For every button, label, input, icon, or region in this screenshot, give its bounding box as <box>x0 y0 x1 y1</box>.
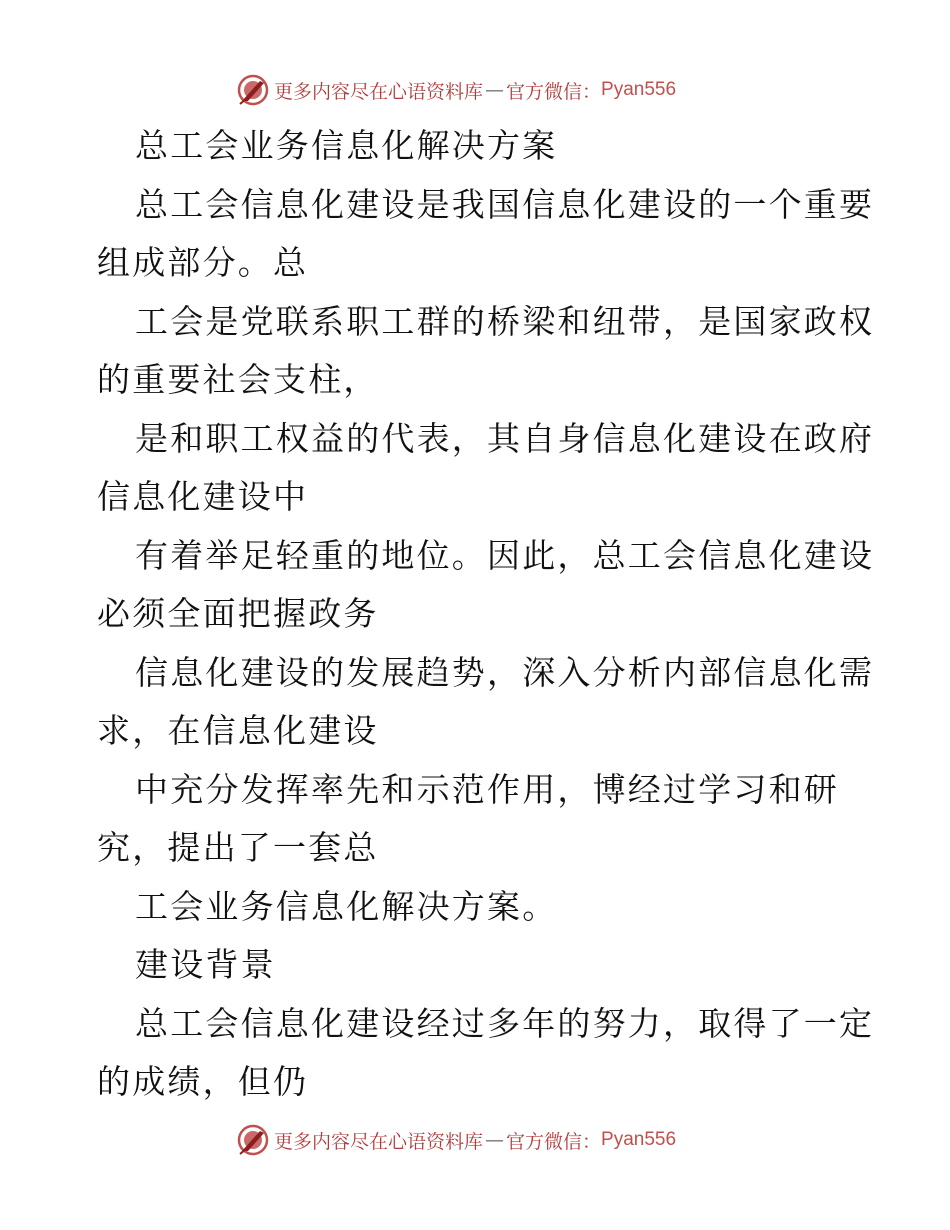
text-line: 信息化建设中 <box>97 477 309 516</box>
document-title: 总工会业务信息化解决方案 <box>135 126 558 165</box>
header-watermark <box>236 73 676 107</box>
text-line: 究，提出了一套总 <box>97 828 379 867</box>
watermark-text: 更多内容尽在心语资料库 <box>274 1130 484 1153</box>
text-line: 总工会信息化建设经过多年的努力，取得了一定 <box>135 1003 875 1043</box>
watermark-separator: — <box>485 79 505 101</box>
text-line: 信息化建设的发展趋势，深入分析内部信息化需 <box>135 652 875 692</box>
section-heading: 建设背景 <box>135 945 276 984</box>
wechat-id: Pyan556 <box>601 79 677 100</box>
text-line: 总工会信息化建设是我国信息化建设的一个重要 <box>135 184 875 224</box>
wechat-label: 官方微信： <box>506 1130 602 1153</box>
text-line: 组成部分。总 <box>97 243 309 282</box>
quill-pen-logo-icon <box>236 73 270 107</box>
document-body <box>97 117 875 1112</box>
footer-watermark <box>236 1123 676 1157</box>
wechat-label: 官方微信： <box>506 80 602 103</box>
wechat-id: Pyan556 <box>601 1129 677 1150</box>
watermark-separator: — <box>485 1129 505 1151</box>
text-line: 求，在信息化建设 <box>97 711 379 750</box>
text-line: 的成绩，但仍 <box>97 1062 309 1101</box>
text-line: 是和职工权益的代表，其自身信息化建设在政府 <box>135 418 875 458</box>
watermark-text: 更多内容尽在心语资料库 <box>274 80 484 103</box>
text-line: 必须全面把握政务 <box>97 594 379 633</box>
quill-pen-logo-icon <box>236 1123 270 1157</box>
text-line: 的重要社会支柱， <box>97 360 379 399</box>
text-line: 工会业务信息化解决方案。 <box>135 886 558 926</box>
text-line: 中充分发挥率先和示范作用，博经过学习和研 <box>135 769 839 809</box>
text-line: 工会是党联系职工群的桥梁和纽带，是国家政权 <box>135 301 875 341</box>
text-line: 有着举足轻重的地位。因此，总工会信息化建设 <box>135 535 875 575</box>
